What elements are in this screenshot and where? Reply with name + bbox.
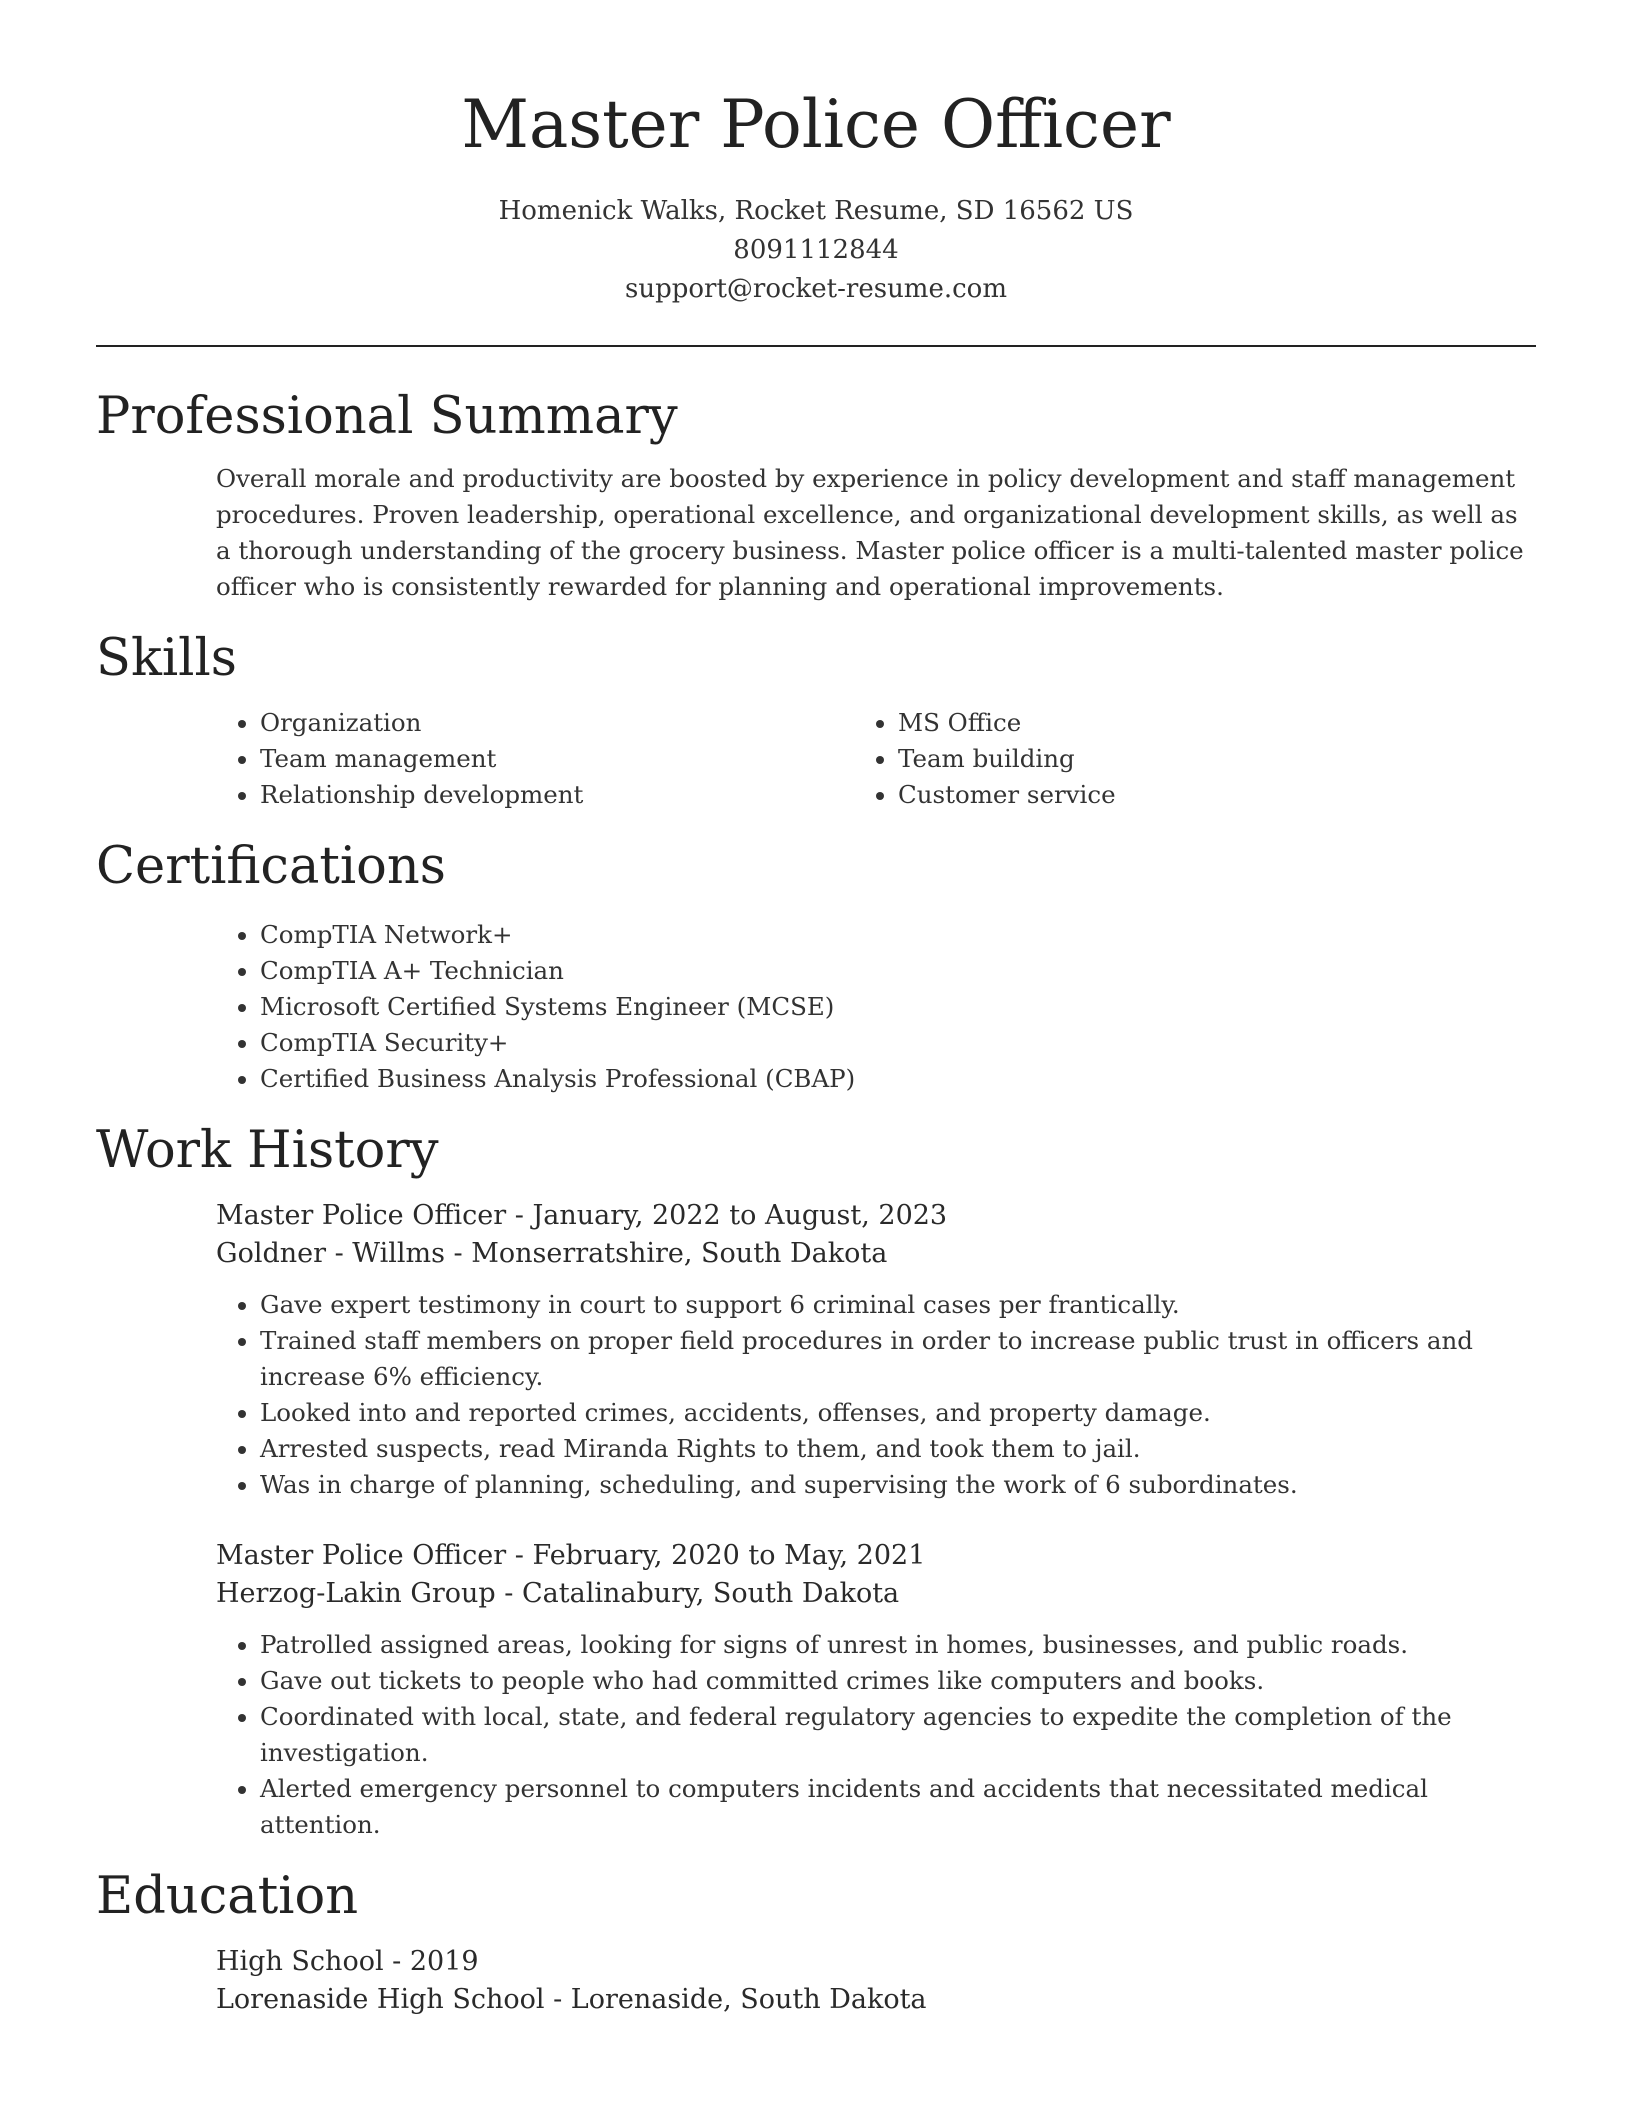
contact-block bbox=[96, 192, 1536, 309]
skills-heading: Skills bbox=[96, 629, 237, 688]
certification-item: • CompTIA Network+ bbox=[260, 917, 1536, 953]
skills-column-2 bbox=[898, 705, 1536, 813]
job-duty: • Looked into and reported crimes, accidents, offenses, and property damage. bbox=[260, 1395, 1536, 1431]
skills-column-1 bbox=[96, 705, 898, 813]
education-degree-year: High School - 2019 bbox=[216, 1946, 479, 1977]
contact-phone: 8091112844 bbox=[733, 235, 899, 265]
education-section bbox=[96, 1865, 1536, 2019]
job-duty: • Patrolled assigned areas, looking for signs of unrest in homes, businesses, and public roads. bbox=[260, 1627, 1536, 1663]
summary-text: Overall morale and productivity are boosted by experience in policy development and staff management procedures. Proven leadership, operational excellence, and organizational development skills, as well as a thorough understanding of the grocery business. Master police officer is a multi-talented master police officer who is consistently rewarded for planning and operational improvements. bbox=[216, 464, 1524, 601]
contact-email: support@rocket-resume.com bbox=[624, 274, 1007, 304]
job-duty: • Alerted emergency personnel to computers incidents and accidents that necessitated medical attention. bbox=[260, 1771, 1536, 1843]
candidate-name: Master Police Officer bbox=[461, 86, 1171, 163]
skills-section bbox=[96, 627, 1536, 813]
job-company-location: Goldner - Willms - Monserratshire, South Dakota bbox=[216, 1238, 888, 1269]
header-divider bbox=[96, 345, 1536, 347]
certification-item: • Certified Business Analysis Professional (CBAP) bbox=[260, 1061, 1536, 1097]
education-school-location: Lorenaside High School - Lorenaside, South Dakota bbox=[216, 1984, 927, 2015]
job-entry bbox=[96, 1537, 1536, 1843]
skill-item: • Relationship development bbox=[260, 777, 898, 813]
certification-item: • CompTIA Security+ bbox=[260, 1025, 1536, 1061]
job-entry bbox=[96, 1197, 1536, 1503]
resume-header bbox=[96, 0, 1536, 309]
skill-item: • Organization bbox=[260, 705, 898, 741]
certifications-section bbox=[96, 835, 1536, 1097]
summary-section bbox=[96, 385, 1536, 605]
certifications-heading: Certifications bbox=[96, 837, 446, 896]
summary-heading: Professional Summary bbox=[96, 387, 678, 446]
certification-item: • Microsoft Certified Systems Engineer (MCSE) bbox=[260, 989, 1536, 1025]
job-duty: • Arrested suspects, read Miranda Rights to them, and took them to jail. bbox=[260, 1431, 1536, 1467]
job-header bbox=[216, 1197, 1536, 1273]
education-heading: Education bbox=[96, 1867, 359, 1926]
certifications-list bbox=[96, 917, 1536, 1097]
job-duty: • Trained staff members on proper field procedures in order to increase public trust in officers and increase 6% efficiency. bbox=[260, 1323, 1536, 1395]
skill-item: • Team management bbox=[260, 741, 898, 777]
skill-item: • MS Office bbox=[898, 705, 1536, 741]
skills-columns bbox=[96, 705, 1536, 813]
job-spacer bbox=[96, 1503, 1536, 1537]
job-duty: • Was in charge of planning, scheduling, and supervising the work of 6 subordinates. bbox=[260, 1467, 1536, 1503]
education-entry bbox=[216, 1943, 1536, 2019]
work-history-section bbox=[96, 1119, 1536, 1843]
job-duty: • Gave expert testimony in court to support 6 criminal cases per frantically. bbox=[260, 1287, 1536, 1323]
work-history-heading: Work History bbox=[96, 1121, 439, 1180]
job-duty: • Coordinated with local, state, and federal regulatory agencies to expedite the completion of the investigation. bbox=[260, 1699, 1536, 1771]
job-duties-list bbox=[96, 1627, 1536, 1843]
job-duty: • Gave out tickets to people who had committed crimes like computers and books. bbox=[260, 1663, 1536, 1699]
job-header bbox=[216, 1537, 1536, 1613]
job-title-dates: Master Police Officer - February, 2020 to May, 2021 bbox=[216, 1540, 926, 1571]
certification-item: • CompTIA A+ Technician bbox=[260, 953, 1536, 989]
skill-item: • Customer service bbox=[898, 777, 1536, 813]
contact-address: Homenick Walks, Rocket Resume, SD 16562 US bbox=[498, 196, 1134, 226]
skill-item: • Team building bbox=[898, 741, 1536, 777]
job-title-dates: Master Police Officer - January, 2022 to August, 2023 bbox=[216, 1200, 948, 1231]
job-duties-list bbox=[96, 1287, 1536, 1503]
job-company-location: Herzog-Lakin Group - Catalinabury, South Dakota bbox=[216, 1578, 900, 1609]
